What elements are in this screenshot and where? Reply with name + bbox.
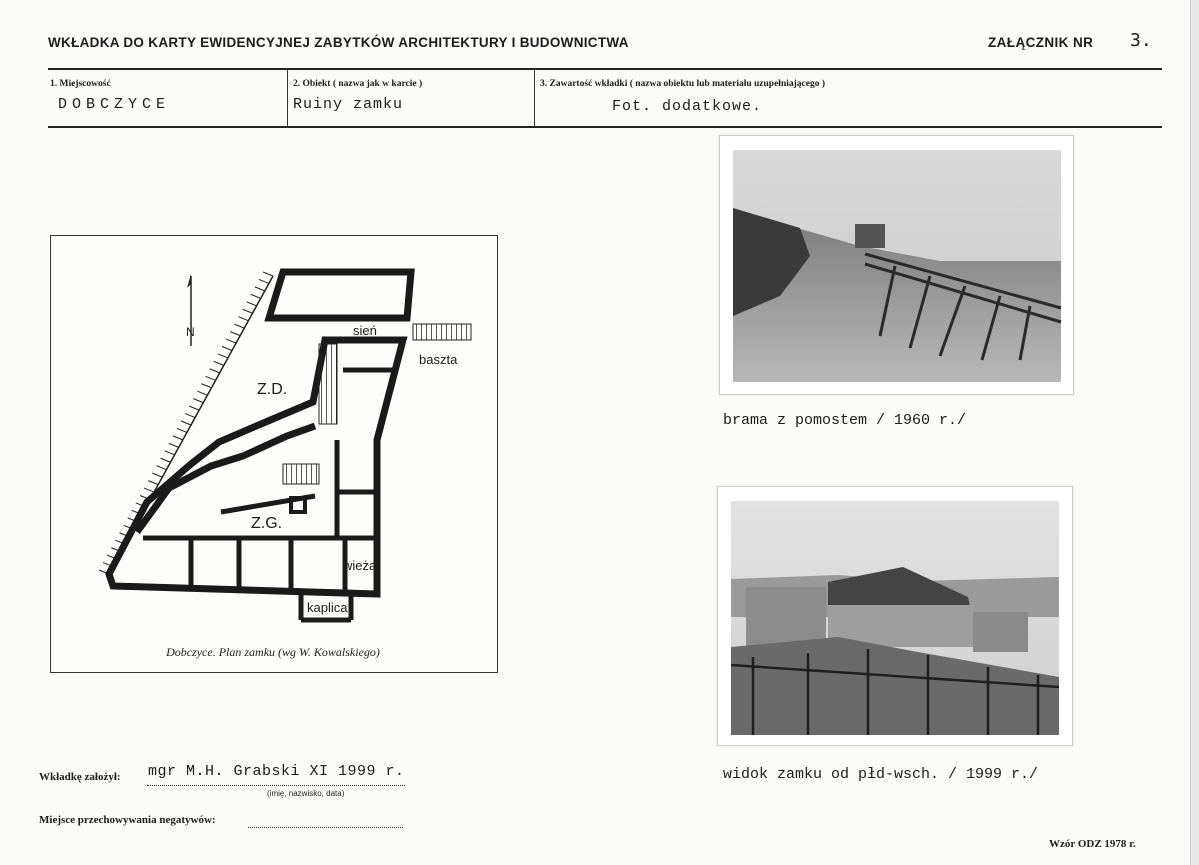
north-label: N [186,325,195,339]
photo-castle-view-image [718,487,1072,745]
photo-gate-bridge [719,135,1074,395]
header-rule-bottom [48,126,1162,128]
hatch-tick [234,324,244,328]
photo-gate-bridge-image [720,136,1073,394]
hatch-tick [226,339,236,343]
storage-dotted-line [248,826,403,828]
hatch-tick [214,361,224,365]
hatch-tick [243,309,253,313]
label-kaplica: kaplica [307,600,348,615]
north-arrow-icon [186,274,195,346]
escarpment-hatching [99,272,273,574]
photo-castle-view [717,486,1073,746]
hatch-tick [148,481,158,485]
object-label: 2. Obiekt ( nazwa jak w karcie ) [293,79,423,89]
hatch-tick [259,279,269,283]
storage-label: Miejsce przechowywania negatywów: [39,814,216,826]
paper-edge [1190,0,1199,865]
label-wieza: wieża [343,558,377,573]
annex-label: ZAŁĄCZNIK NR [988,35,1094,50]
hatch-tick [189,406,199,410]
hatch-tick [177,428,187,432]
author-value: mgr M.H. Grabski XI 1999 r. [148,763,405,780]
header-rule-top [48,68,1162,70]
hatch-tick [222,347,232,351]
hatch-tick [218,354,228,358]
hatch-tick [156,466,166,470]
hatch-tick [197,391,207,395]
hatch-tick [238,317,248,321]
hatch-tick [173,436,183,440]
form-title: WKŁADKA DO KARTY EWIDENCYJNEJ ZABYTKÓW ARCHITEKTURY I BUDOWNICTWA [48,35,629,50]
author-dotted-line [147,784,405,786]
label-zg: Z.G. [251,515,283,532]
hatch-tick [206,376,216,380]
content-label: 3. Zawartość wkładki ( nazwa obiektu lub materiału uzupełniającego ) [540,79,826,89]
hatch-tick [165,451,175,455]
field-divider-1 [287,70,288,126]
hatch-tick [247,302,257,306]
place-value: DOBCZYCE [58,96,171,113]
hatch-tick [181,421,191,425]
hatch-tick [161,458,171,462]
place-label: 1. Miejscowość [50,79,111,89]
hatch-tick [193,399,203,403]
photo-1-caption: brama z pomostem / 1960 r./ [723,412,967,429]
author-label: Wkładkę założył: [39,771,121,783]
label-zd: Z.D. [257,381,288,398]
hatch-tick [202,384,212,388]
hatch-tick [263,272,273,276]
hatch-tick [255,287,265,291]
hatch-tick [251,294,261,298]
label-sien: sień [353,323,377,338]
field-divider-2 [534,70,535,126]
form-code: Wzór ODZ 1978 r. [1049,838,1136,850]
hatch-tick [169,443,179,447]
content-value: Fot. dodatkowe. [612,98,763,115]
annex-number: 3. [1130,30,1152,51]
object-value: Ruiny zamku [293,96,404,113]
hatch-tick [230,332,240,336]
hatch-tick [144,488,154,492]
hatch-tick [185,414,195,418]
castle-plan [50,235,498,673]
castle-plan-drawing [51,236,497,672]
author-hint: (imię, nazwisko, data) [267,789,345,798]
photo-2-caption: widok zamku od płd-wsch. / 1999 r./ [723,766,1039,783]
plan-caption: Dobczyce. Plan zamku (wg W. Kowalskiego) [166,645,380,659]
hatch-tick [210,369,220,373]
label-baszta: baszta [419,352,458,367]
hatch-tick [152,473,162,477]
